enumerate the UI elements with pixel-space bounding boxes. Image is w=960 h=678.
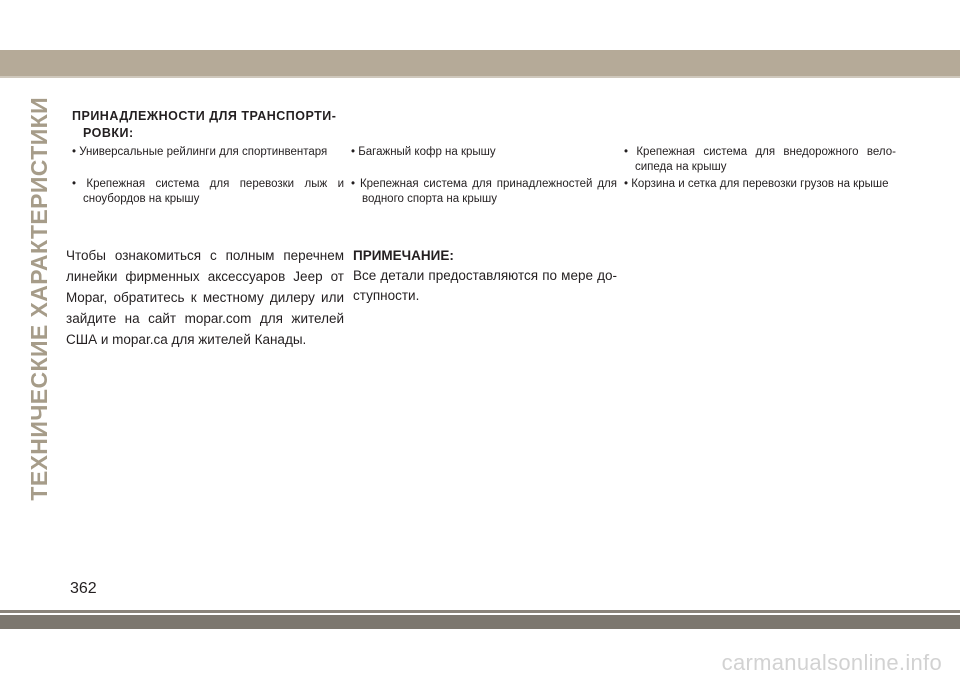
- bullet-item: • Универсальные рейлинги для спортинвентаря: [72, 146, 328, 158]
- bullet-item: • Багажный кофр на крышу: [351, 146, 496, 158]
- section-heading: [72, 108, 344, 142]
- watermark: carmanualsonline.info: [721, 650, 942, 675]
- footer-divider: [0, 610, 960, 613]
- header-divider: [0, 76, 960, 78]
- section-heading-line-1: ПРИНАДЛЕЖНОСТИ ДЛЯ ТРАНСПОРТИ-: [72, 109, 337, 123]
- body-paragraph: Чтобы ознакомиться с полным перечнем линейки фирменных аксессуаров Jeep от Mopar, обратитесь к местному дилеру или зайдите на сайт mopar.com для жителей США и mopar.ca для жителей Канады.: [66, 248, 344, 347]
- header-band: [0, 50, 960, 76]
- note-title: ПРИМЕЧАНИЕ:: [353, 248, 454, 263]
- page-number: 362: [70, 580, 97, 597]
- side-section-title-text: ТЕХНИЧЕСКИЕ ХАРАКТЕРИСТИКИ: [25, 97, 52, 501]
- bullet-item: • Крепежная система для принадлежностей для водного спорта на крышу: [351, 178, 617, 205]
- bullet-item: • Корзина и сетка для перевозки грузов на крыше: [624, 178, 889, 190]
- note-text: Все детали предоставляются по мере доступности.: [353, 268, 617, 303]
- bullet-item: • Крепежная система для перевозки лыж и сноубордов на крышу: [72, 178, 344, 205]
- footer-band: [0, 615, 960, 629]
- side-section-title: [22, 97, 56, 501]
- bullet-item: • Крепежная система для внедорожного велосипеда на крышу: [624, 146, 896, 173]
- section-heading-line-2: РОВКИ:: [83, 126, 134, 140]
